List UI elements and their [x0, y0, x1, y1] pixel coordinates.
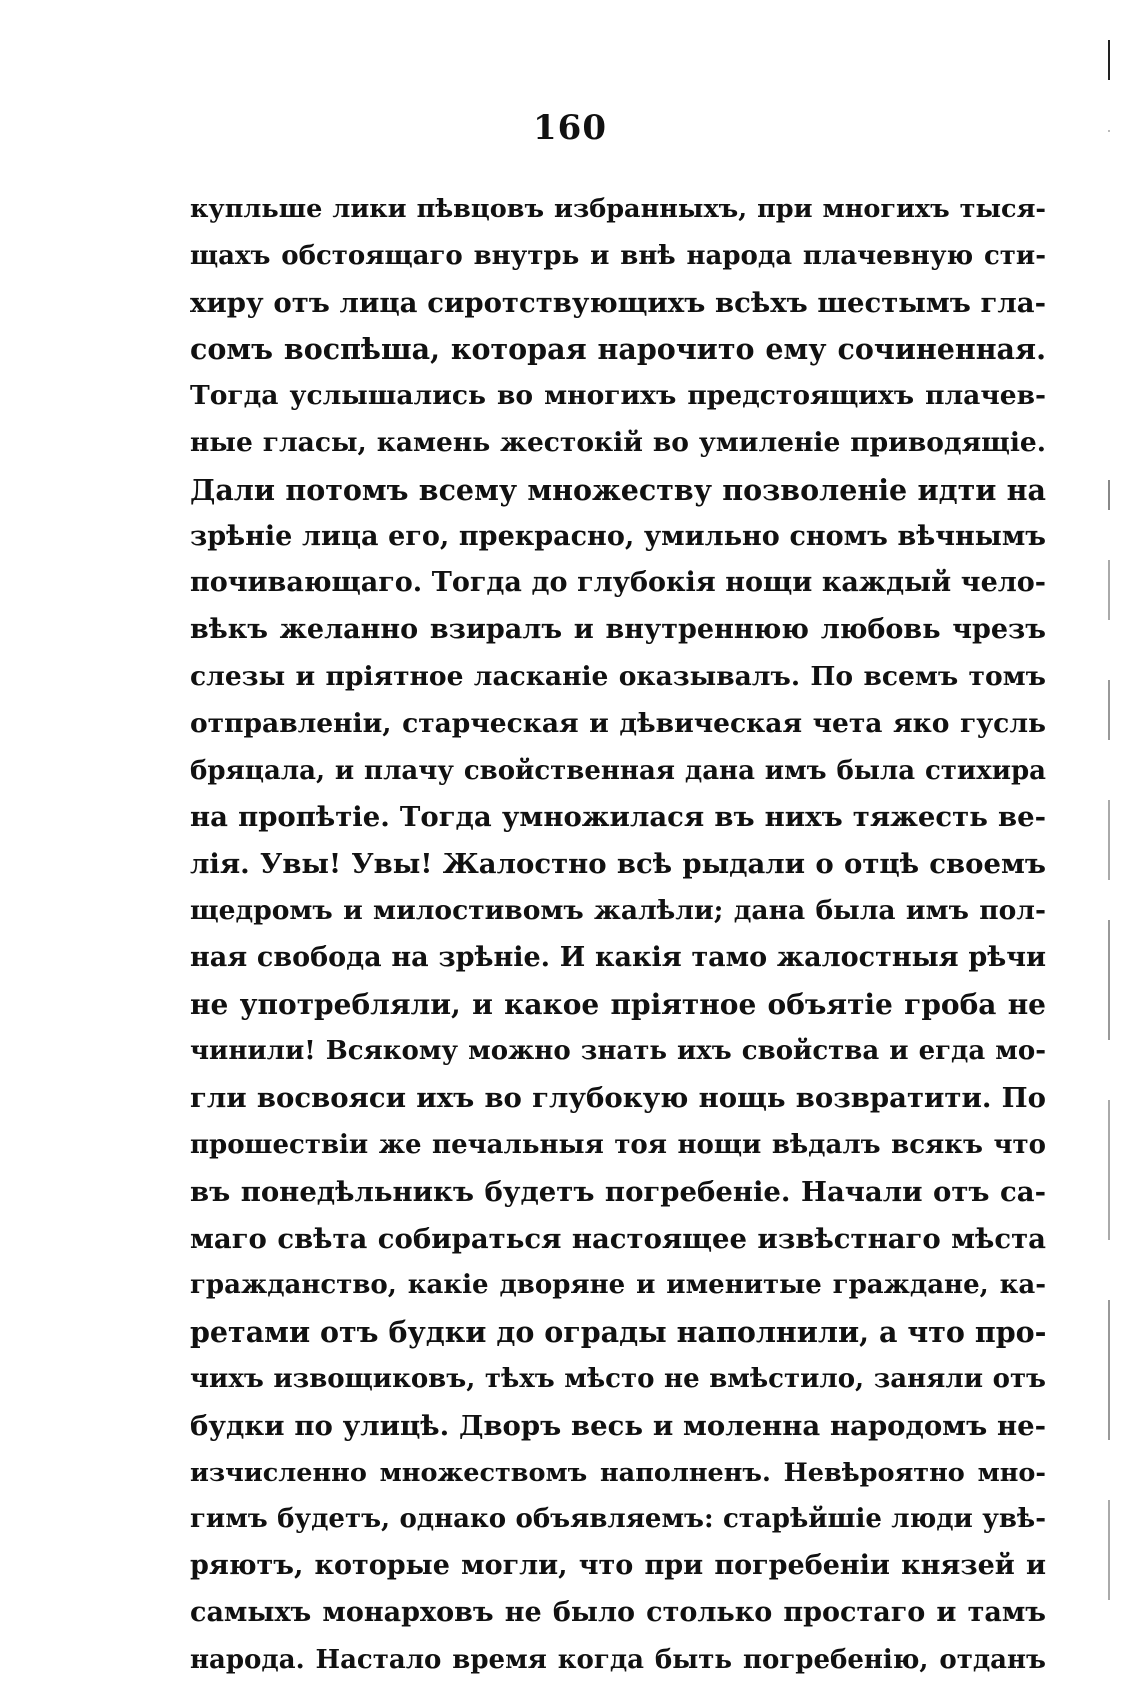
- page-binding-edge: [1108, 40, 1110, 1600]
- body-text: [190, 186, 1046, 1684]
- text-line: Тогда услышались во многихъ предстоящихъ плачев-: [190, 380, 1046, 412]
- text-line: ные гласы, камень жестокій во умиленіе приводящіе.: [190, 426, 1046, 458]
- text-line: бряцала, и плачу свойственная дана имъ была стихира: [190, 755, 1046, 786]
- text-line: гражданство, какіе дворяне и именитые граждане, ка-: [190, 1270, 1046, 1301]
- text-line: отправленіи, старческая и дѣвическая чета яко гусль: [190, 707, 1046, 739]
- text-line: сомъ воспѣша, которая нарочито ему сочиненная.: [190, 332, 1046, 367]
- text-line: самыхъ монарховъ не было столько простаго и тамъ: [190, 1596, 1046, 1628]
- text-line: щедромъ и милостивомъ жалѣли; дана была имъ пол-: [190, 894, 1046, 926]
- text-line: лія. Увы! Увы! Жалостно всѣ рыдали о отцѣ своемъ: [190, 848, 1046, 881]
- text-line: чинили! Всякому можно знать ихъ свойства и егда мо-: [190, 1036, 1046, 1067]
- text-line: щахъ обстоящаго внутрь и внѣ народа плачевную сти-: [190, 240, 1046, 271]
- text-line: прошествіи же печальныя тоя нощи вѣдалъ всякъ что: [190, 1129, 1046, 1160]
- text-line: ная свобода на зрѣніе. И какія тамо жалостныя рѣчи: [190, 941, 1046, 973]
- text-line: будки по улицѣ. Дворъ весь и моленна народомъ не-: [190, 1409, 1046, 1442]
- text-line: не употребляли, и какое пріятное объятіе гроба не: [190, 987, 1046, 1021]
- text-line: маго свѣта собираться настоящее извѣстнаго мѣста: [190, 1222, 1046, 1255]
- text-line: хиру отъ лица сиротствующихъ всѣхъ шестымъ гла-: [190, 286, 1046, 319]
- text-line: гимъ будетъ, однако объявляемъ: старѣйшіе люди увѣ-: [190, 1504, 1046, 1535]
- text-line: чихъ извощиковъ, тѣхъ мѣсто не вмѣстило, заняли отъ: [190, 1363, 1046, 1394]
- text-line: народа. Настало время когда быть погребенію, отданъ: [190, 1644, 1046, 1675]
- text-line: зрѣніе лица его, прекрасно, умильно сномъ вѣчнымъ: [190, 520, 1046, 552]
- text-line: на пропѣтіе. Тогда умножилася въ нихъ тяжесть ве-: [190, 801, 1046, 834]
- text-line: почивающаго. Тогда до глубокія нощи каждый чело-: [190, 567, 1046, 599]
- text-line: Дали потомъ всему множеству позволеніе идти на: [190, 472, 1046, 507]
- text-line: слезы и пріятное ласканіе оказывалъ. По всемъ томъ: [190, 660, 1046, 692]
- text-line: гли восвояси ихъ во глубокую нощь возвратити. По: [190, 1082, 1046, 1115]
- page-number: 160: [533, 108, 607, 148]
- text-line: ретами отъ будки до ограды наполнили, а что про-: [190, 1315, 1046, 1350]
- text-line: изчисленно множествомъ наполненъ. Невѣроятно мно-: [190, 1457, 1046, 1488]
- text-line: въ понедѣльникъ будетъ погребеніе. Начали отъ са-: [190, 1175, 1046, 1208]
- text-line: ряютъ, которые могли, что при погребеніи князей и: [190, 1550, 1046, 1582]
- text-line: вѣкъ желанно взиралъ и внутреннюю любовь чрезъ: [190, 614, 1046, 646]
- text-line: купльше лики пѣвцовъ избранныхъ, при многихъ тыся-: [190, 194, 1046, 224]
